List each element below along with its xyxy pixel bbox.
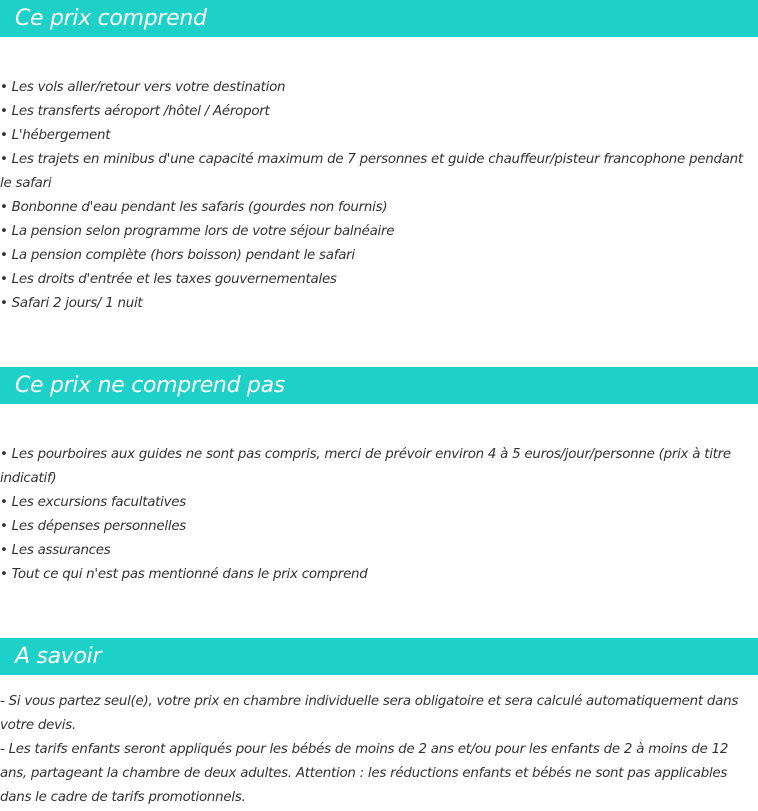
list-item: • Les assurances bbox=[0, 543, 111, 558]
list-item: • Les vols aller/retour vers votre destination bbox=[0, 80, 286, 95]
list-item: - Si vous partez seul(e), votre prix en chambre individuelle sera obligatoire et sera calculé automatiquement dans votre devis. bbox=[0, 694, 739, 733]
list-item: • Les pourboires aux guides ne sont pas compris, merci de prévoir environ 4 à 5 euros/jour/personne (prix à titre indicatif) bbox=[0, 447, 731, 486]
list-item: - Les tarifs enfants seront appliqués pour les bébés de moins de 2 ans et/ou pour les enfants de 2 à moins de 12 ans, partageant la chambre de deux adultes. Attention : les réductions enfants et bébés ne sont pas applicables dans le cadre de tarifs promotionnels. bbox=[0, 742, 729, 805]
section-header-good-to-know bbox=[0, 638, 758, 675]
section-title-excluded: Ce prix ne comprend pas bbox=[15, 373, 285, 398]
list-item: • Safari 2 jours/ 1 nuit bbox=[0, 296, 143, 311]
list-item: • Les droits d'entrée et les taxes gouvernementales bbox=[0, 272, 337, 287]
section-header-excluded bbox=[0, 367, 758, 404]
list-item: • La pension complète (hors boisson) pendant le safari bbox=[0, 248, 355, 263]
list-item: • Les transferts aéroport /hôtel / Aéroport bbox=[0, 104, 270, 119]
list-item: • Les dépenses personnelles bbox=[0, 519, 187, 534]
excluded-list bbox=[0, 443, 752, 587]
section-title-included: Ce prix comprend bbox=[15, 6, 207, 31]
list-item: • Les trajets en minibus d'une capacité maximum de 7 personnes et guide chauffeur/pisteur francophone pendant le safari bbox=[0, 152, 743, 191]
list-item: • Bonbonne d'eau pendant les safaris (gourdes non fournis) bbox=[0, 200, 388, 215]
list-item: • L'hébergement bbox=[0, 128, 111, 143]
section-header-included bbox=[0, 0, 758, 37]
list-item: • Tout ce qui n'est pas mentionné dans le prix comprend bbox=[0, 567, 368, 582]
included-list bbox=[0, 76, 752, 316]
list-item: • La pension selon programme lors de votre séjour balnéaire bbox=[0, 224, 395, 239]
section-title-good-to-know: A savoir bbox=[15, 644, 102, 669]
list-item: • Les excursions facultatives bbox=[0, 495, 187, 510]
good-to-know-list bbox=[0, 690, 752, 810]
